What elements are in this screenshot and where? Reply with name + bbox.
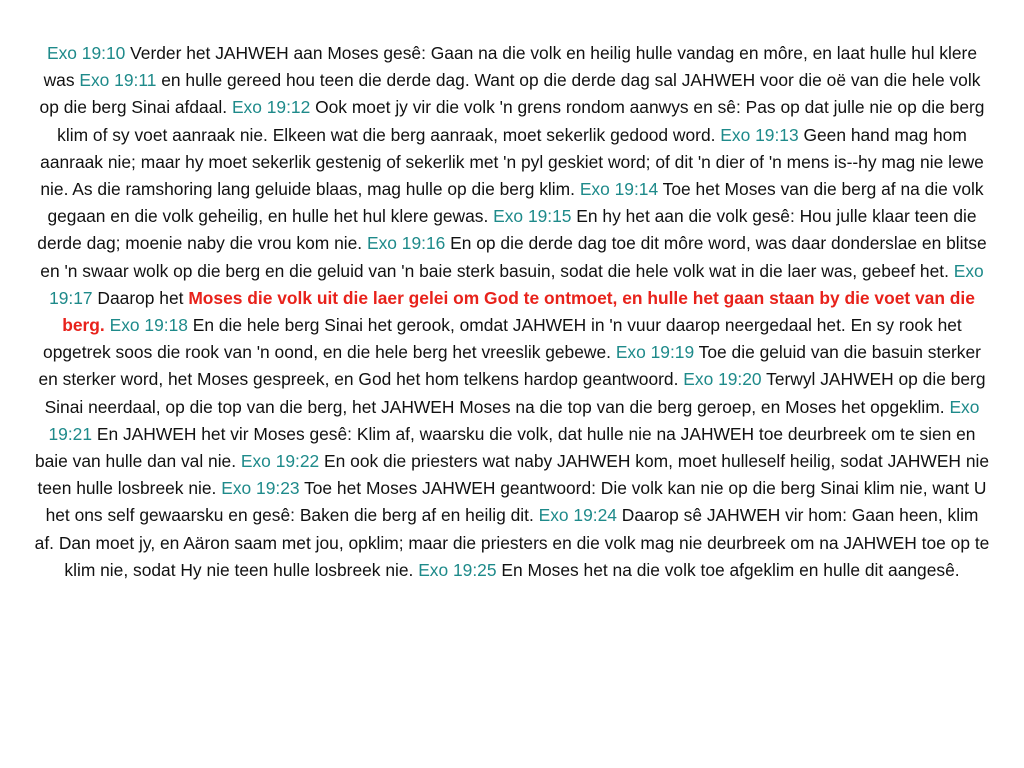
verse-text: Geen hand mag hom aanraak nie; maar hy moet sekerlik gestenig of sekerlik met 'n pyl geskiet word; of dit 'n dier of 'n mens is--hy mag nie lewe nie. As die ramshoring lang geluide blaas, mag hulle op die berg klim.: [40, 124, 984, 200]
verse: [418, 560, 959, 580]
verse-reference: Exo 19:12: [231, 97, 311, 118]
verse-reference: Exo 19:20: [683, 369, 762, 390]
verse-text: Ook moet jy vir die volk 'n grens rondom aanwys en sê: Pas op dat julle nie op die berg klim of sy voet aanraak nie. Elkeen wat die berg aanraak, moet sekerlik gedood word.: [57, 97, 985, 145]
verse-reference: Exo 19:21: [48, 396, 980, 444]
scripture-passage: [34, 40, 990, 584]
verse-reference: Exo 19:22: [240, 451, 320, 472]
verse-text: En ook die priesters wat naby JAHWEH kom, moet hulleself heilig, sodat JAHWEH nie teen hulle losbreek nie.: [37, 451, 990, 499]
verse-text: Toe het Moses van die berg af na die volk gegaan en die volk geheilig, en hulle het hul klere gewas.: [47, 179, 984, 227]
verse-reference: Exo 19:15: [493, 206, 572, 227]
verse-text: Verder het JAHWEH aan Moses gesê: Gaan na die volk en heilig hulle vandag en môre, en laat hulle hul klere was: [43, 43, 977, 91]
verse-text: Daarop sê JAHWEH vir hom: Gaan heen, klim af. Dan moet jy, en Aäron saam met jou, opklim; maar die priesters en die volk mag nie deurbreek om na JAHWEH toe op te klim nie, sodat Hy nie teen hulle losbreek nie.: [34, 505, 990, 580]
verse-text: En die hele berg Sinai het gerook, omdat JAHWEH in 'n vuur daarop neergedaal het. En sy rook het opgetrek soos die rook van 'n oond, en die hele berg het vreeslik gebewe.: [43, 315, 962, 363]
verse-text: En op die derde dag toe dit môre word, was daar donderslae en blitse en 'n swaar wolk op die berg en die geluid van 'n baie sterk basuin, sodat die hele volk wat in die laer was, gebeef het.: [40, 233, 987, 281]
verse-text: En hy het aan die volk gesê: Hou julle klaar teen die derde dag; moenie naby die vrou kom nie.: [37, 206, 977, 254]
verse-text: En JAHWEH het vir Moses gesê: Klim af, waarsku die volk, dat hulle nie na JAHWEH toe deurbreek om te sien en baie van hulle dan val nie.: [34, 423, 976, 472]
verse-reference: Exo 19:10: [46, 43, 126, 63]
verse-text: Toe die geluid van die basuin sterker en sterker word, het Moses gespreek, en God het hom telkens hardop geantwoord.: [38, 342, 981, 390]
verse-reference: Exo 19:11: [79, 70, 157, 91]
verse-reference: Exo 19:23: [221, 478, 300, 499]
highlighted-text: Moses die volk uit die laer gelei om God te ontmoet, en hulle het gaan staan by die voet van die berg.: [62, 287, 975, 336]
verse-reference: Exo 19:17: [49, 260, 984, 308]
verse-reference: Exo 19:25: [418, 559, 497, 580]
verse-text: en hulle gereed hou teen die derde dag. Want op die derde dag sal JAHWEH voor die oë van die hele volk op die berg Sinai afdaal.: [39, 70, 981, 118]
verse-reference: Exo 19:18: [109, 315, 188, 336]
verse-reference: Exo 19:13: [720, 124, 799, 145]
verse-text: Toe het Moses JAHWEH geantwoord: Die volk kan nie op die berg Sinai klim nie, want U het ons self gewaarsku en gesê: Baken die berg af en heilig dit.: [45, 478, 987, 526]
verse-text: En Moses het na die volk toe afgeklim en hulle dit aangesê.: [496, 559, 960, 580]
verse-reference: Exo 19:16: [366, 233, 446, 254]
verse-reference: Exo 19:24: [538, 505, 617, 526]
verse-text: Daarop het: [92, 287, 189, 308]
verse-reference: Exo 19:14: [579, 179, 659, 200]
verse-text: Terwyl JAHWEH op die berg Sinai neerdaal, op die top van die berg, het JAHWEH Moses na die top van die berg geroep, en Moses het opgeklim.: [44, 369, 986, 417]
verse-reference: Exo 19:19: [615, 342, 695, 363]
